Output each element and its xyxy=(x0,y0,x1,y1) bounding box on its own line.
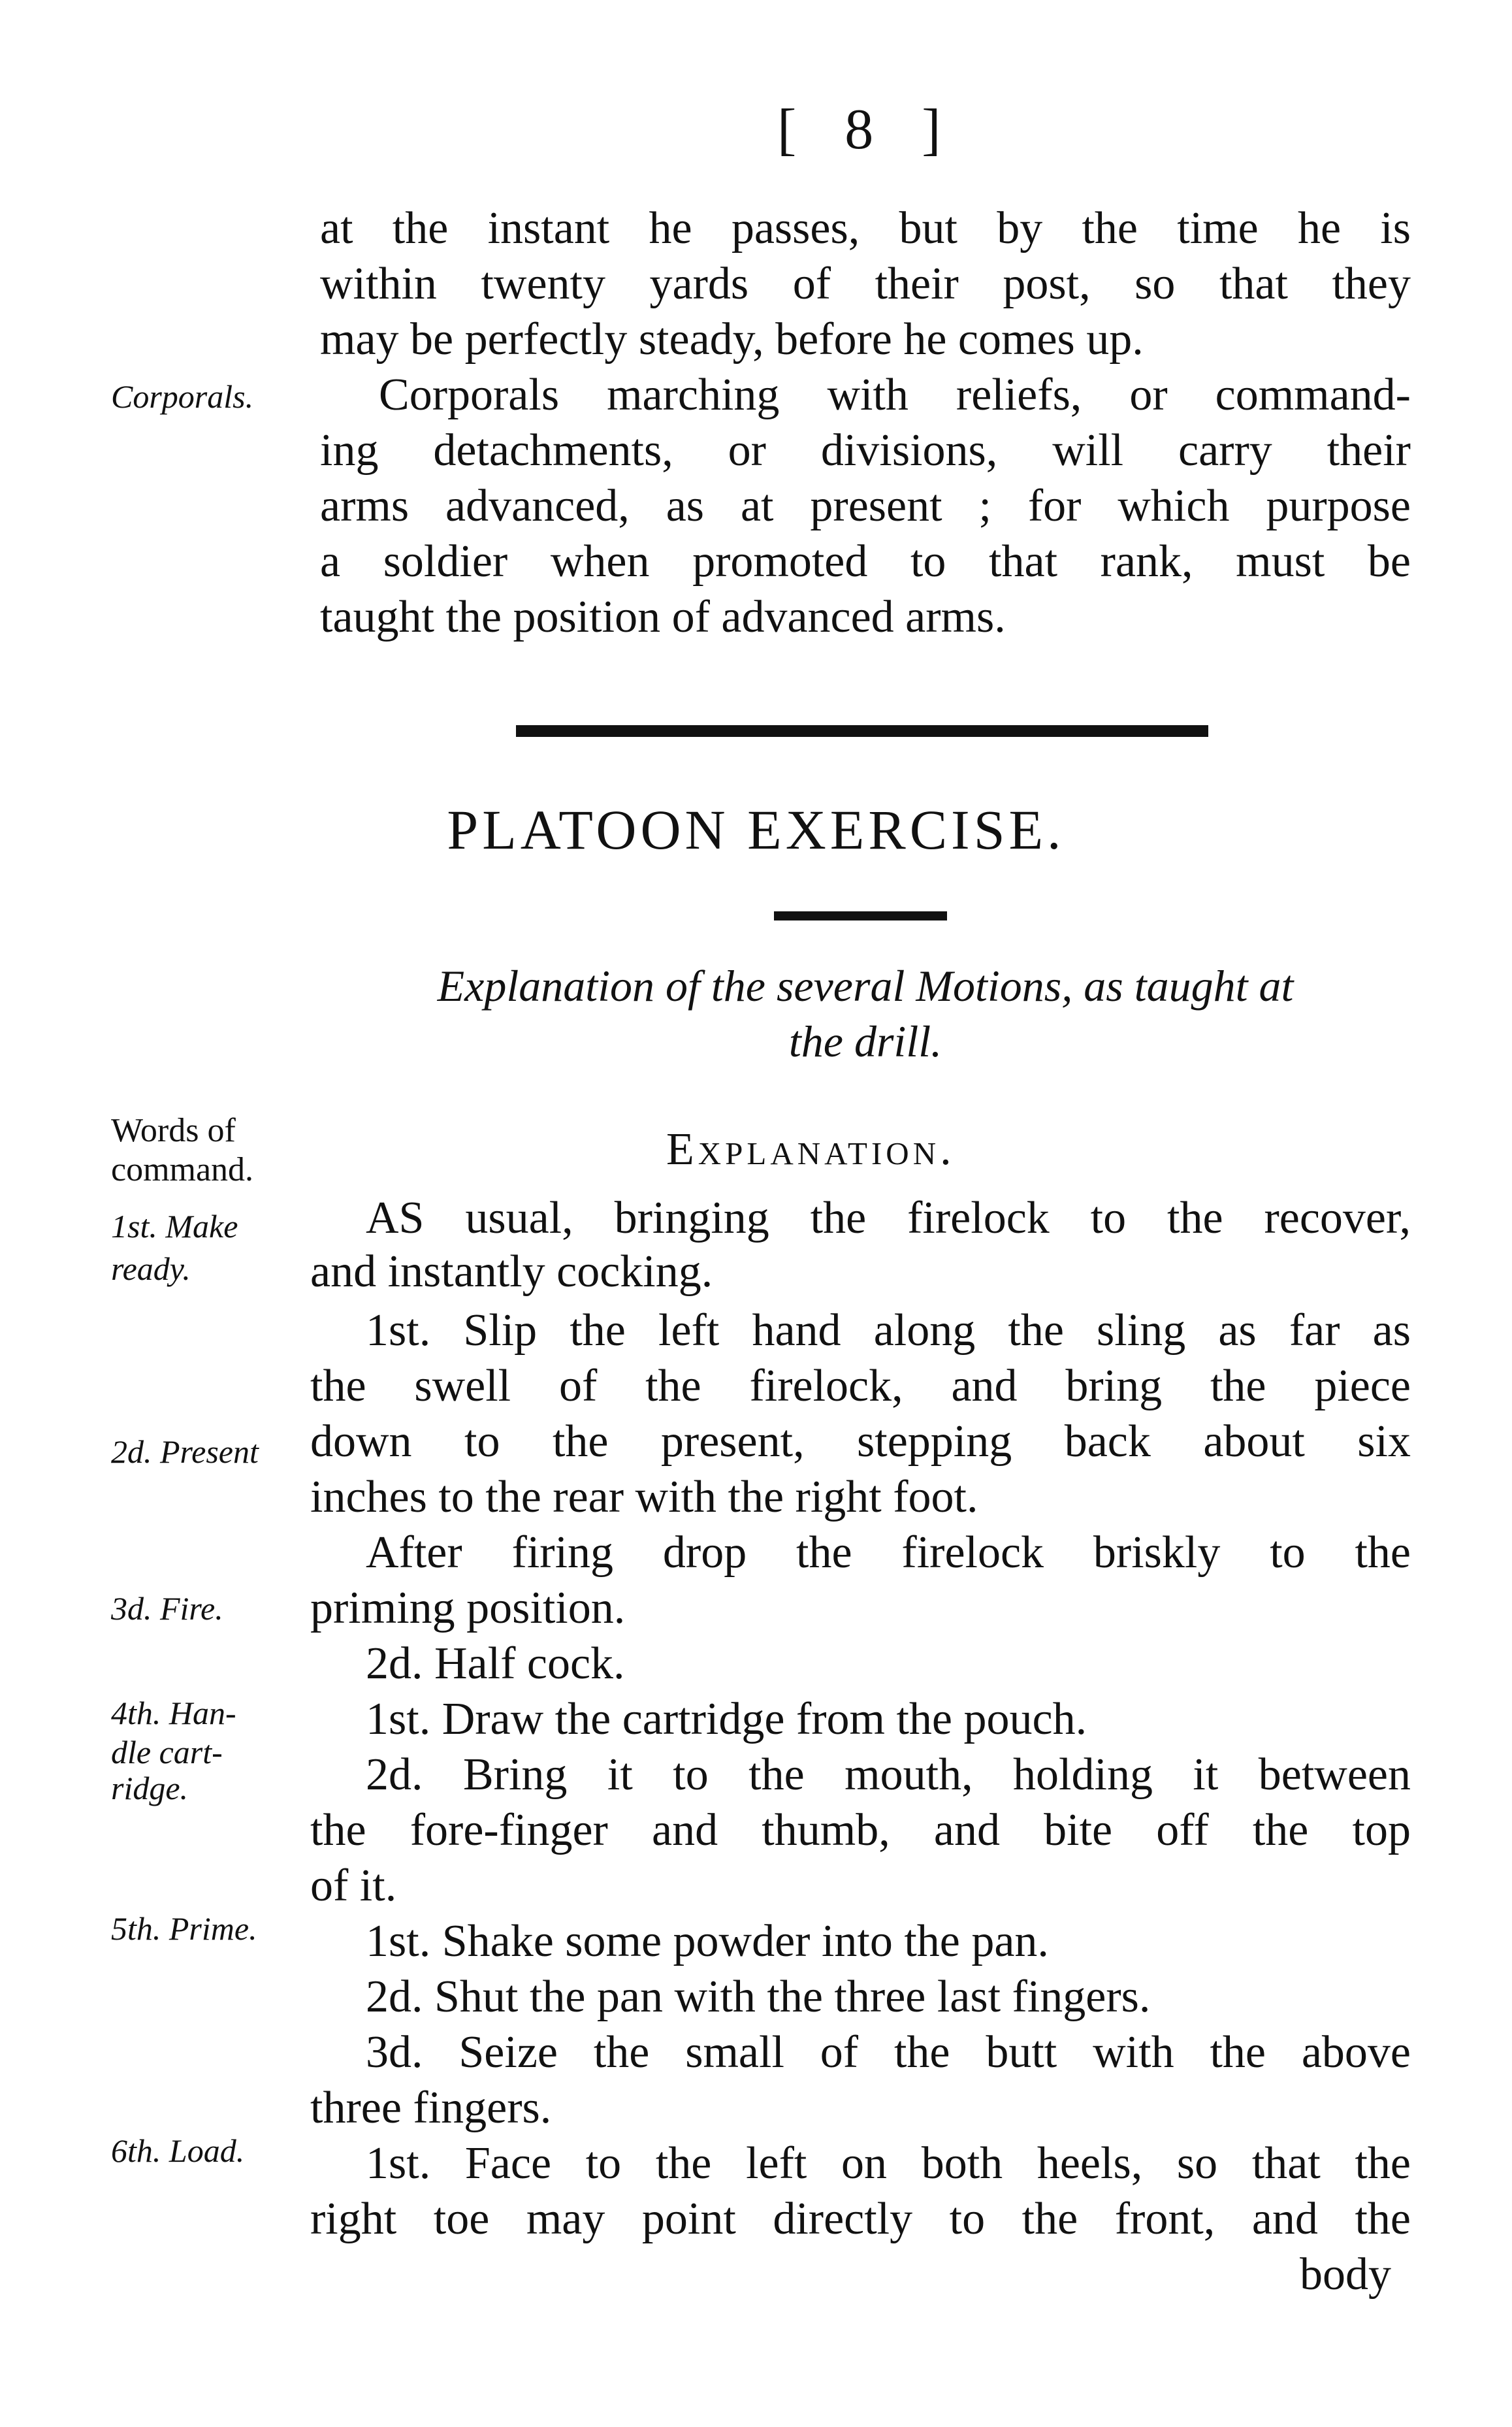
catchword: body xyxy=(1300,2249,1391,2300)
text-line: a soldier when promoted to that rank, must be xyxy=(320,536,1411,587)
text-line: of it. xyxy=(310,1861,397,1911)
text-line: at the instant he passes, but by the time he is xyxy=(320,203,1411,253)
text-line: 2d. Shut the pan with the three last fingers. xyxy=(366,1972,1151,2022)
command-handle-cartridge-cont: dle cart- xyxy=(111,1734,223,1770)
command-present: 2d. Present xyxy=(111,1433,259,1470)
command-load: 6th. Load. xyxy=(111,2132,245,2169)
command-handle-cartridge: 4th. Han- xyxy=(111,1695,236,1731)
text-line: AS usual, bringing the firelock to the recover, xyxy=(366,1193,1411,1243)
text-line: and instantly cocking. xyxy=(310,1246,713,1297)
text-line: within twenty yards of their post, so that they xyxy=(320,259,1411,309)
subtitle-line-1: Explanation of the several Motions, as taught at xyxy=(437,961,1294,1011)
text-line: After firing drop the firelock briskly to the xyxy=(366,1527,1411,1578)
text-line: the swell of the firelock, and bring the piece xyxy=(310,1361,1411,1411)
text-line: 1st. Face to the left on both heels, so that the xyxy=(366,2138,1411,2189)
text-line: 2d. Half cock. xyxy=(366,1638,625,1689)
words-of-command-label: Words of xyxy=(111,1112,236,1149)
text-line: three fingers. xyxy=(310,2083,552,2133)
text-line: Corporals marching with reliefs, or command- xyxy=(379,370,1411,420)
text-line: 3d. Seize the small of the butt with the above xyxy=(366,2027,1411,2077)
short-rule-divider xyxy=(774,911,947,920)
text-line: ing detachments, or divisions, will carry their xyxy=(320,425,1411,476)
text-line: inches to the rear with the right foot. xyxy=(310,1472,978,1522)
text-line: the fore-finger and thumb, and bite off the top xyxy=(310,1805,1411,1855)
text-line: arms advanced, as at present ; for which purpose xyxy=(320,481,1411,531)
thick-rule-divider xyxy=(516,725,1208,737)
subtitle-line-2: the drill. xyxy=(788,1017,942,1066)
text-line: may be perfectly steady, before he comes up. xyxy=(320,314,1144,365)
command-fire: 3d. Fire. xyxy=(111,1590,223,1627)
text-line: taught the position of advanced arms. xyxy=(320,592,1006,642)
command-handle-cartridge-end: ridge. xyxy=(111,1770,189,1806)
text-line: 1st. Shake some powder into the pan. xyxy=(366,1916,1049,1966)
text-line: 1st. Slip the left hand along the sling as far as xyxy=(366,1305,1411,1356)
text-line: 2d. Bring it to the mouth, holding it between xyxy=(366,1750,1411,1800)
explanation-heading: Explanation. xyxy=(666,1124,956,1175)
text-line: down to the present, stepping back about six xyxy=(310,1416,1411,1467)
command-prime: 5th. Prime. xyxy=(111,1910,257,1947)
section-title: PLATOON EXERCISE. xyxy=(447,798,1065,861)
text-line: priming position. xyxy=(310,1583,626,1633)
text-line: right toe may point directly to the front, and the xyxy=(310,2194,1411,2244)
page-number: [ 8 ] xyxy=(777,98,958,161)
margin-note-corporals: Corporals. xyxy=(111,378,254,415)
command-make-ready: 1st. Make xyxy=(111,1208,238,1245)
words-of-command-label-2: command. xyxy=(111,1151,254,1188)
text-line: 1st. Draw the cartridge from the pouch. xyxy=(366,1694,1087,1744)
command-make-ready-cont: ready. xyxy=(111,1250,191,1287)
